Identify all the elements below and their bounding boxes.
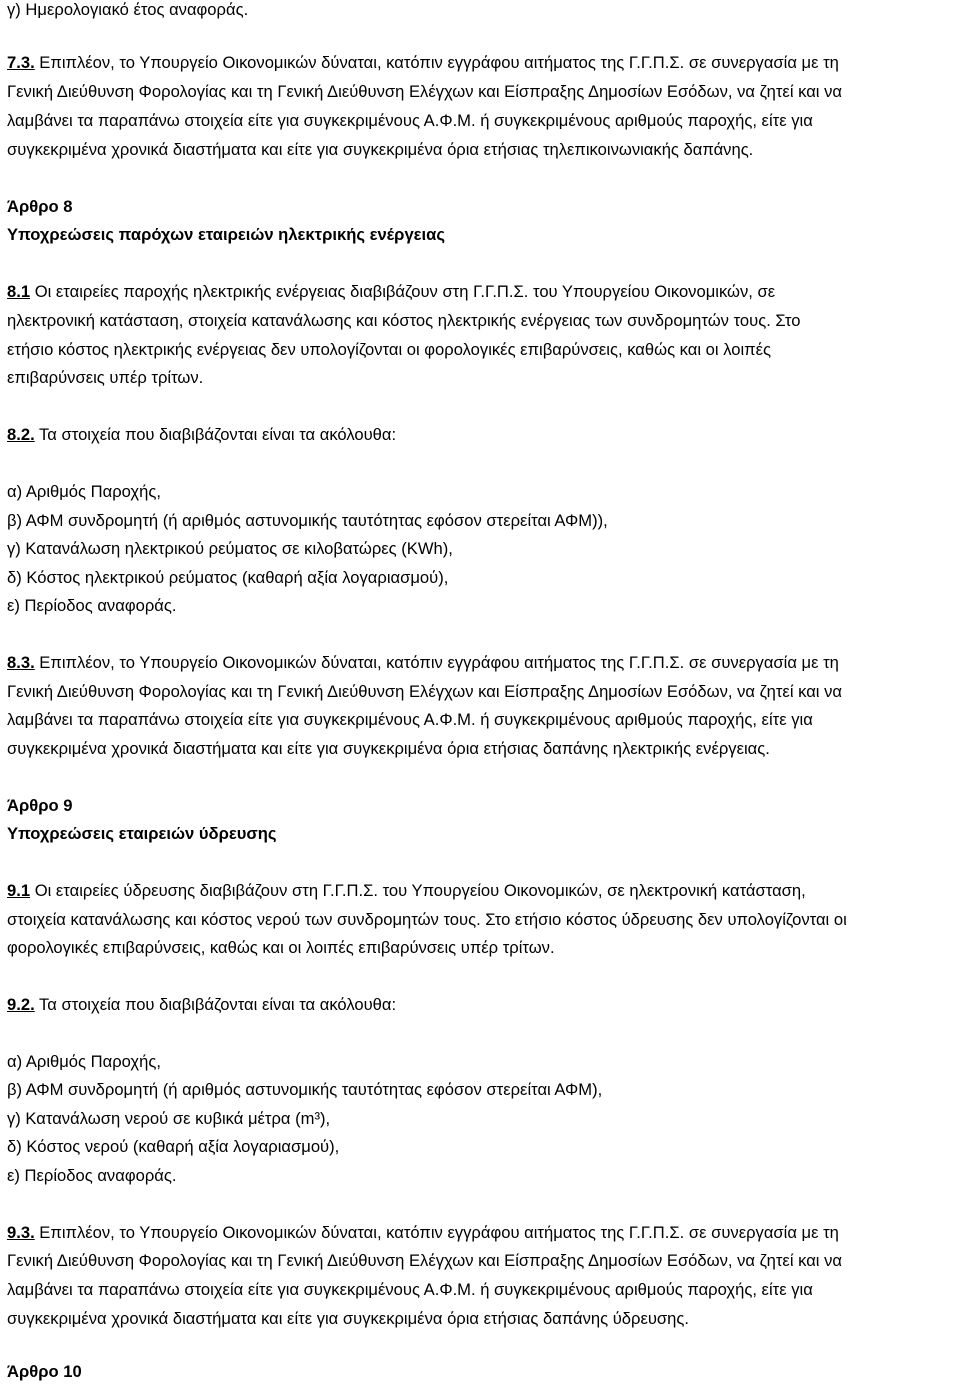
list-item: β) ΑΦΜ συνδρομητή (ή αριθμός αστυνομικής ταυτότητας εφόσον στερείται ΑΦΜ),	[7, 1080, 603, 1099]
paragraph-9-3-line-1: 9.3. Επιπλέον, το Υπουργείο Οικονομικών δύναται, κατόπιν εγγράφου αιτήματος της Γ.Γ.Π.Σ. σε συνεργασία με τη	[7, 1223, 839, 1242]
list-item: δ) Κόστος νερού (καθαρή αξία λογαριασμού),	[7, 1137, 340, 1156]
paragraph-9-1-line-2: στοιχεία κατανάλωσης και κόστος νερού των συνδρομητών τους. Στο ετήσιο κόστος ύδρευσης δεν υπολογίζονται οι	[7, 910, 847, 929]
item-7-2-gamma: γ) Ημερολογιακό έτος αναφοράς.	[7, 0, 249, 19]
paragraph-7-3-line-4: συγκεκριμένα χρονικά διαστήματα και είτε για συγκεκριμένα όρια ετήσιας τηλεπικοινωνιακής δαπάνης.	[7, 140, 754, 159]
article-10-title: Άρθρο 10	[7, 1362, 82, 1381]
list-item: α) Αριθμός Παροχής,	[7, 1052, 161, 1071]
list-item: β) ΑΦΜ συνδρομητή (ή αριθμός αστυνομικής ταυτότητας εφόσον στερείται ΑΦΜ)),	[7, 511, 608, 530]
article-8-title: Άρθρο 8	[7, 197, 73, 216]
list-item: ε) Περίοδος αναφοράς.	[7, 596, 177, 615]
paragraph-8-1-line-3: ετήσιο κόστος ηλεκτρικής ενέργειας δεν υπολογίζονται οι φορολογικές επιβαρύνσεις, καθώς και οι λοιπές	[7, 340, 771, 359]
paragraph-8-3-line-1: 8.3. Επιπλέον, το Υπουργείο Οικονομικών δύναται, κατόπιν εγγράφου αιτήματος της Γ.Γ.Π.Σ. σε συνεργασία με τη	[7, 653, 839, 672]
paragraph-8-3-line-4: συγκεκριμένα χρονικά διαστήματα και είτε για συγκεκριμένα όρια ετήσιας δαπάνης ηλεκτρικής ενέργειας.	[7, 739, 770, 758]
paragraph-number-9-3: 9.3.	[7, 1223, 35, 1242]
paragraph-8-1-line-1: 8.1 Οι εταιρείες παροχής ηλεκτρικής ενέργειας διαβιβάζουν στη Γ.Γ.Π.Σ. του Υπουργείου Οικονομικών, σε	[7, 282, 776, 301]
paragraph-number-8-1: 8.1	[7, 282, 31, 301]
paragraph-number-8-3: 8.3.	[7, 653, 35, 672]
paragraph-number-7-3: 7.3.	[7, 53, 35, 72]
paragraph-8-2-line-1: 8.2. Τα στοιχεία που διαβιβάζονται είναι τα ακόλουθα:	[7, 425, 397, 444]
list-item: γ) Κατανάλωση νερού σε κυβικά μέτρα (m³),	[7, 1109, 331, 1128]
paragraph-9-3-line-3: λαμβάνει τα παραπάνω στοιχεία είτε για συγκεκριμένους Α.Φ.Μ. ή συγκεκριμένους αριθμούς παροχής, είτε για	[7, 1280, 813, 1299]
paragraph-9-1-line-1: 9.1 Οι εταιρείες ύδρευσης διαβιβάζουν στη Γ.Γ.Π.Σ. του Υπουργείου Οικονομικών, σε ηλεκτρονική κατάσταση,	[7, 881, 806, 900]
article-8-subtitle: Υποχρεώσεις παρόχων εταιρειών ηλεκτρικής ενέργειας	[7, 225, 445, 244]
paragraph-9-1-line-3: φορολογικές επιβαρύνσεις, καθώς και οι λοιπές επιβαρύνσεις υπέρ τρίτων.	[7, 938, 555, 957]
paragraph-7-3-line-1: 7.3. Επιπλέον, το Υπουργείο Οικονομικών δύναται, κατόπιν εγγράφου αιτήματος της Γ.Γ.Π.Σ. σε συνεργασία με τη	[7, 53, 839, 72]
paragraph-8-3-line-3: λαμβάνει τα παραπάνω στοιχεία είτε για συγκεκριμένους Α.Φ.Μ. ή συγκεκριμένους αριθμούς παροχής, είτε για	[7, 710, 813, 729]
article-9-title: Άρθρο 9	[7, 796, 73, 815]
paragraph-8-3-line-2: Γενική Διεύθυνση Φορολογίας και τη Γενική Διεύθυνση Ελέγχων και Είσπραξης Δημοσίων Εσόδων, να ζητεί και να	[7, 682, 842, 701]
paragraph-number-9-2: 9.2.	[7, 995, 35, 1014]
list-item: δ) Κόστος ηλεκτρικού ρεύματος (καθαρή αξία λογαριασμού),	[7, 568, 449, 587]
article-9-subtitle: Υποχρεώσεις εταιρειών ύδρευσης	[7, 824, 277, 843]
paragraph-9-3-line-4: συγκεκριμένα χρονικά διαστήματα και είτε για συγκεκριμένα όρια ετήσιας δαπάνης ύδρευσης.	[7, 1309, 690, 1328]
paragraph-8-1-line-4: επιβαρύνσεις υπέρ τρίτων.	[7, 368, 204, 387]
list-item: ε) Περίοδος αναφοράς.	[7, 1166, 177, 1185]
paragraph-number-9-1: 9.1	[7, 881, 31, 900]
list-item: γ) Κατανάλωση ηλεκτρικού ρεύματος σε κιλοβατώρες (KWh),	[7, 539, 453, 558]
list-item: α) Αριθμός Παροχής,	[7, 482, 161, 501]
paragraph-9-3-line-2: Γενική Διεύθυνση Φορολογίας και τη Γενική Διεύθυνση Ελέγχων και Είσπραξης Δημοσίων Εσόδων, να ζητεί και να	[7, 1251, 842, 1270]
paragraph-9-2-line-1: 9.2. Τα στοιχεία που διαβιβάζονται είναι τα ακόλουθα:	[7, 995, 397, 1014]
paragraph-number-8-2: 8.2.	[7, 425, 35, 444]
paragraph-7-3-line-2: Γενική Διεύθυνση Φορολογίας και τη Γενική Διεύθυνση Ελέγχων και Είσπραξης Δημοσίων Εσόδων, να ζητεί και να	[7, 82, 842, 101]
paragraph-8-1-line-2: ηλεκτρονική κατάσταση, στοιχεία κατανάλωσης και κόστος ηλεκτρικής ενέργειας των συνδρομητών τους. Στο	[7, 311, 801, 330]
paragraph-7-3-line-3: λαμβάνει τα παραπάνω στοιχεία είτε για συγκεκριμένους Α.Φ.Μ. ή συγκεκριμένους αριθμούς παροχής, είτε για	[7, 111, 813, 130]
